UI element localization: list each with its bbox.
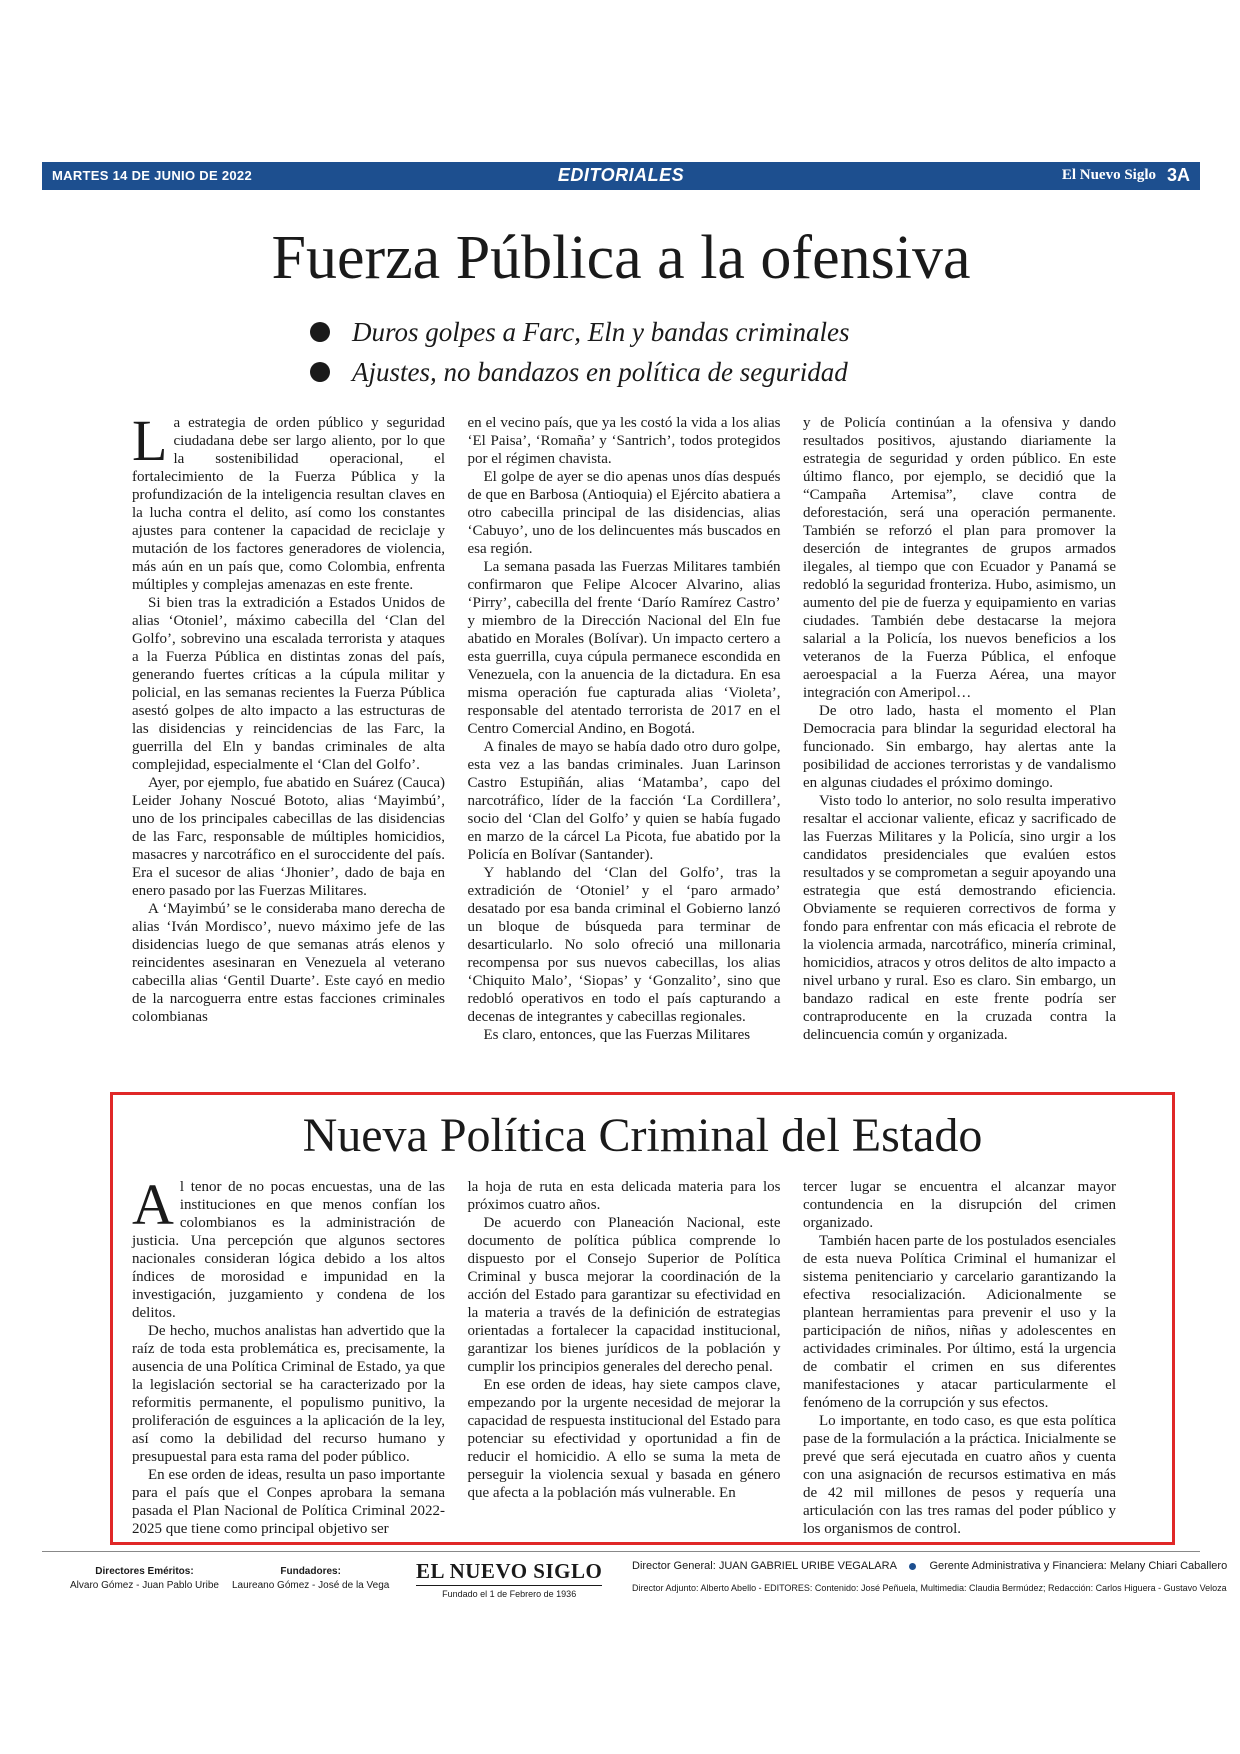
- subtitle-text: Ajustes, no bandazos en política de seguridad: [352, 356, 848, 387]
- paragraph: Si bien tras la extradición a Estados Unidos de alias ‘Otoniel’, máximo cabecilla del ‘Clan del Golfo’, sobrevino una escalada terrorista y ataques a la Fuerza Pública en distintas zonas del país, generando fuertes críticas a la cúpula militar y policial, en las semanas recientes la Fuerza Pública asestó golpes de alto impacto a las estructuras de las disidencias y reincidencias de las Farc, la guerrilla del Eln y bandas criminales de alta complejidad, especialmente el ‘Clan del Golfo’.: [132, 595, 445, 773]
- text-column: [468, 414, 781, 1044]
- manager-name: Melany Chiari Caballero: [1109, 1560, 1228, 1572]
- paragraph: La semana pasada las Fuerzas Militares también confirmaron que Felipe Alcocer Alvarino, alias ‘Pirry’, cabecilla del frente ‘Darío Ramírez Castro’ y miembro de la Dirección Nacional del Eln fue abatido en Morales (Bolívar). Un impacto certero a esta guerrilla, cuya cúpula permanece escondida en Venezuela, con la anuencia de la dictadura. En esa misma operación fue capturada alias ‘Violeta’, responsable del atentado terrorista de 2017 en el Centro Comercial Andino, en Bogotá.: [467, 559, 781, 737]
- paragraph: Es claro, entonces, que las Fuerzas Militares: [483, 1027, 751, 1043]
- paragraph: A finales de mayo se había dado otro duro golpe, esta vez a las bandas criminales. Juan Larinson Castro Estupiñán, alias ‘Matamba’, capo del narcotráfico, líder de la facción ‘La Cordillera’, socio del ‘Clan del Golfo’ y quien se había fugado en marzo de la cárcel La Picota, fue abatido por la Policía en Bolívar (Santander).: [467, 739, 781, 863]
- masthead-footer: [42, 1556, 1228, 1602]
- paragraph: En ese orden de ideas, resulta un paso importante para el país que el Conpes aprobara la semana pasada el Plan Nacional de Política Criminal 2022-2025 que tiene como principal objetivo ser: [132, 1467, 445, 1537]
- paragraph: [132, 408, 445, 594]
- subtitle-text: Duros golpes a Farc, Eln y bandas criminales: [352, 316, 850, 347]
- bullet-icon: [310, 322, 330, 342]
- separator-dot-icon: [909, 1563, 916, 1570]
- paragraph: De hecho, muchos analistas han advertido que la raíz de toda esta problemática es, precisamente, la ausencia de una Política Criminal de Estado, ya que la legislación sectorial se ha caracterizado por la reformitis permanente, el populismo punitivo, la proliferación de esguinces a la aplicación de la ley, así como la debilidad del recurso humano y presupuestal para esta rama del poder público.: [132, 1323, 445, 1465]
- paragraph: También hacen parte de los postulados esenciales de esta nueva Política Criminal el humanizar el sistema penitenciario y carcelario garantizando la efectiva resocialización. Adicionalmente se plantean herramientas para prevenir el uso y la participación de niños, niñas y adolescentes en actividades criminales. Por último, está la urgencia de combatir el crimen en sus diferentes manifestaciones y atacar particularmente el fenómeno de la corrupción y sus efectos.: [803, 1233, 1116, 1411]
- text-column: [803, 414, 1116, 1044]
- paragraph: De acuerdo con Planeación Nacional, este documento de política pública comprende lo dispuesto por el Consejo Superior de Política Criminal y busca mejorar la coordinación de la acción del Estado para garantizar su efectividad en la materia a través de la definición de estrategias orientadas a fortalecer la capacidad institucional, garantizar los bienes jurídicos de la población y cumplir los principios generales del derecho penal.: [467, 1215, 781, 1375]
- newspaper-logo: [416, 1559, 602, 1599]
- drop-cap: A: [132, 1172, 174, 1237]
- editorial-columns: [132, 1172, 1116, 1538]
- paragraph: El golpe de ayer se dio apenas unos días después de que en Barbosa (Antioquia) el Ejército abatiera a otro cabecilla principal de las disidencias, alias ‘Cabuyo’, uno de los delincuentes más buscados en esa región.: [467, 469, 781, 557]
- paragraph: Y hablando del ‘Clan del Golfo’, tras la extradición de ‘Otoniel’ y el ‘paro armado’ desatado por esa banda criminal el Gobierno lanzó un bloque de búsqueda para terminar de desarticularlo. No solo ofreció una millonaria recompensa por sus nuevos cabecillas, los alias ‘Chiquito Malo’, ‘Siopas’ y ‘Gonzalito’, sino que redobló operativos en todo el país capturando a decenas de integrantes y cabecillas regionales.: [467, 865, 781, 1025]
- paragraph: Ayer, por ejemplo, fue abatido en Suárez (Cauca) Leider Johany Noscué Bototo, alias ‘Mayimbú’, uno de los principales cabecillas de las disidencias de las Farc, responsable de múltiples homicidios, masacres y narcotráfico en el suroccidente del país. Era el sucesor de alias ‘Jhonier’, dado de baja en enero pasado por las Fuerzas Militares.: [132, 775, 445, 899]
- paragraph: Lo importante, en todo caso, es que esta política pase de la formulación a la práctica. Inicialmente se prevé que será ejecutada en cuatro años y cuenta con una asignación de recursos estimativa en más de 42 mil millones de pesos y requería una articulación con las tres ramas del poder público y los organismos de control.: [803, 1413, 1116, 1537]
- paragraph: En ese orden de ideas, hay siete campos clave, empezando por la urgente necesidad de mejorar la capacidad de respuesta institucional del Estado para potenciar su efectividad y oportunidad a fin de reducir el homicidio. A ello se suma la meta de perseguir la violencia sexual y basada en género que afecta a la población más vulnerable. En: [467, 1377, 781, 1501]
- director-name: JUAN GABRIEL URIBE VEGALARA: [718, 1560, 897, 1572]
- editors-line: Director Adjunto: Alberto Abello - EDITORES: Contenido: José Peñuela, Multimedia: Claudia Bermúdez; Redacción: Carlos Higuera - Gustavo Veloza: [632, 1583, 1227, 1593]
- text-column: [132, 1172, 445, 1538]
- founders: [232, 1566, 389, 1591]
- paragraph: en el vecino país, que ya les costó la vida a los alias ‘El Paisa’, ‘Romaña’ y ‘Santrich’, todos protegidos por el régimen chavista.: [467, 415, 781, 467]
- paragraph: y de Policía continúan a la ofensiva y dando resultados positivos, ajustando diariamente la estrategia de seguridad y orden público. En este último flanco, por ejemplo, se decidió que la “Campaña Artemisa”, clave contra de deforestación, será una operación permanente. También se reforzó el plan para promover la deserción de integrantes de grupos armados ilegales, al tiempo que con Ecuador y Panamá se redobló la seguridad fronteriza. Hubo, asimismo, un aumento del pie de fuerza y equipamiento en varias ciudades. También debe destacarse la mejora salarial a la Policía, los nuevos beneficios a los veteranos de la Fuerza Pública, el enfoque aeroespacial a la Fuerza Aérea, una mayor integración con Ameripol…: [803, 415, 1116, 701]
- paragraph: [132, 1172, 445, 1322]
- editorial-title: Fuerza Pública a la ofensiva: [271, 224, 971, 292]
- paragraph: A ‘Mayimbú’ se le consideraba mano derecha de alias ‘Iván Mordisco’, nuevo máximo jefe de las disidencias luego de que semanas atrás elenos y reincidentes asesinaran en Venezuela al veterano cabecilla alias ‘Gentil Duarte’. Este cayó en medio de la narcoguerra entre estas facciones criminales colombianas: [132, 901, 445, 1025]
- founders-names: Laureano Gómez - José de la Vega: [232, 1580, 390, 1591]
- paragraph: la hoja de ruta en esta delicada materia para los próximos cuatro años.: [467, 1179, 781, 1213]
- editorial-columns: [132, 408, 1116, 1044]
- manager-label: Gerente Administrativa y Financiera:: [929, 1560, 1107, 1572]
- text-column: [468, 1178, 781, 1538]
- staff-line: [632, 1560, 1227, 1572]
- paragraph-text: a estrategia de orden público y seguridad ciudadana debe ser largo aliento, por lo que la sostenibilidad operacional, el fortalecimiento de la Fuerza Pública y la profundización de la inteligencia resultan claves en la lucha contra el delito, así como los constantes ajustes para contener la capacidad de reciclaje y mutación de los factores generadores de violencia, más aún en un país que, como Colombia, enfrenta múltiples y complejas amenazas en este frente.: [132, 415, 445, 593]
- editorial-title: Nueva Política Criminal del Estado: [302, 1109, 983, 1162]
- text-column: [803, 1178, 1116, 1538]
- subtitle-item: [310, 312, 1010, 352]
- founders-title: Fundadores:: [280, 1566, 341, 1577]
- emeritus-title: Directores Eméritos:: [95, 1566, 194, 1577]
- emeritus-directors: [70, 1566, 219, 1591]
- emeritus-names: Alvaro Gómez - Juan Pablo Uribe: [70, 1580, 219, 1591]
- paragraph: tercer lugar se encuentra el alcanzar mayor contundencia en la disrupción del crimen organizado.: [803, 1179, 1116, 1231]
- page-number: 3A: [1166, 165, 1190, 185]
- paragraph: De otro lado, hasta el momento el Plan Democracia para blindar la seguridad electoral ha funcionado. Sin embargo, hay alertas ante la posibilidad de acciones terroristas y de vandalismo en algunas ciudades el próximo domingo.: [803, 703, 1116, 791]
- director-label: Director General:: [632, 1560, 716, 1572]
- issue-date: MARTES 14 DE JUNIO DE 2022: [52, 168, 252, 183]
- paper-name: El Nuevo Siglo: [1061, 167, 1156, 183]
- founded-date: Fundado el 1 de Febrero de 1936: [442, 1589, 577, 1599]
- text-column: [132, 408, 445, 1044]
- section-title: EDITORIALES: [557, 165, 685, 185]
- logo-text: EL NUEVO SIGLO: [416, 1559, 602, 1586]
- paragraph-text: l tenor de no pocas encuestas, una de las instituciones en que menos confían los colombianos es la administración de justicia. Una percepción que algunos sectores nacionales consideran lógica debido a los altos índices de morosidad e impunidad en la investigación, juzgamiento y condena de los delitos.: [132, 1179, 445, 1321]
- drop-cap: L: [132, 408, 168, 473]
- footer-rule: [42, 1551, 1200, 1552]
- editorial-subtitles: [310, 312, 1010, 392]
- subtitle-item: [310, 352, 1010, 392]
- bullet-icon: [310, 362, 330, 382]
- section-banner: [42, 162, 1200, 190]
- paragraph: Visto todo lo anterior, no solo resulta imperativo resaltar el accionar valiente, eficaz y sacrificado de las Fuerzas Militares y la Policía, sino urgir a los candidatos presidenciales que evalúen estos resultados y se comprometan a seguir apoyando una estrategia que está demostrando eficiencia. Obviamente se requieren correctivos de forma y fondo para enfrentar con más eficacia el rebrote de la violencia armada, narcotráfico, minería criminal, homicidios, atracos y otros delitos de alto impacto a nivel urbano y rural. Eso es claro. Sin embargo, un bandazo radical en este frente podría ser contraproducente en la cruzada contra la delincuencia común y organizada.: [803, 793, 1116, 1043]
